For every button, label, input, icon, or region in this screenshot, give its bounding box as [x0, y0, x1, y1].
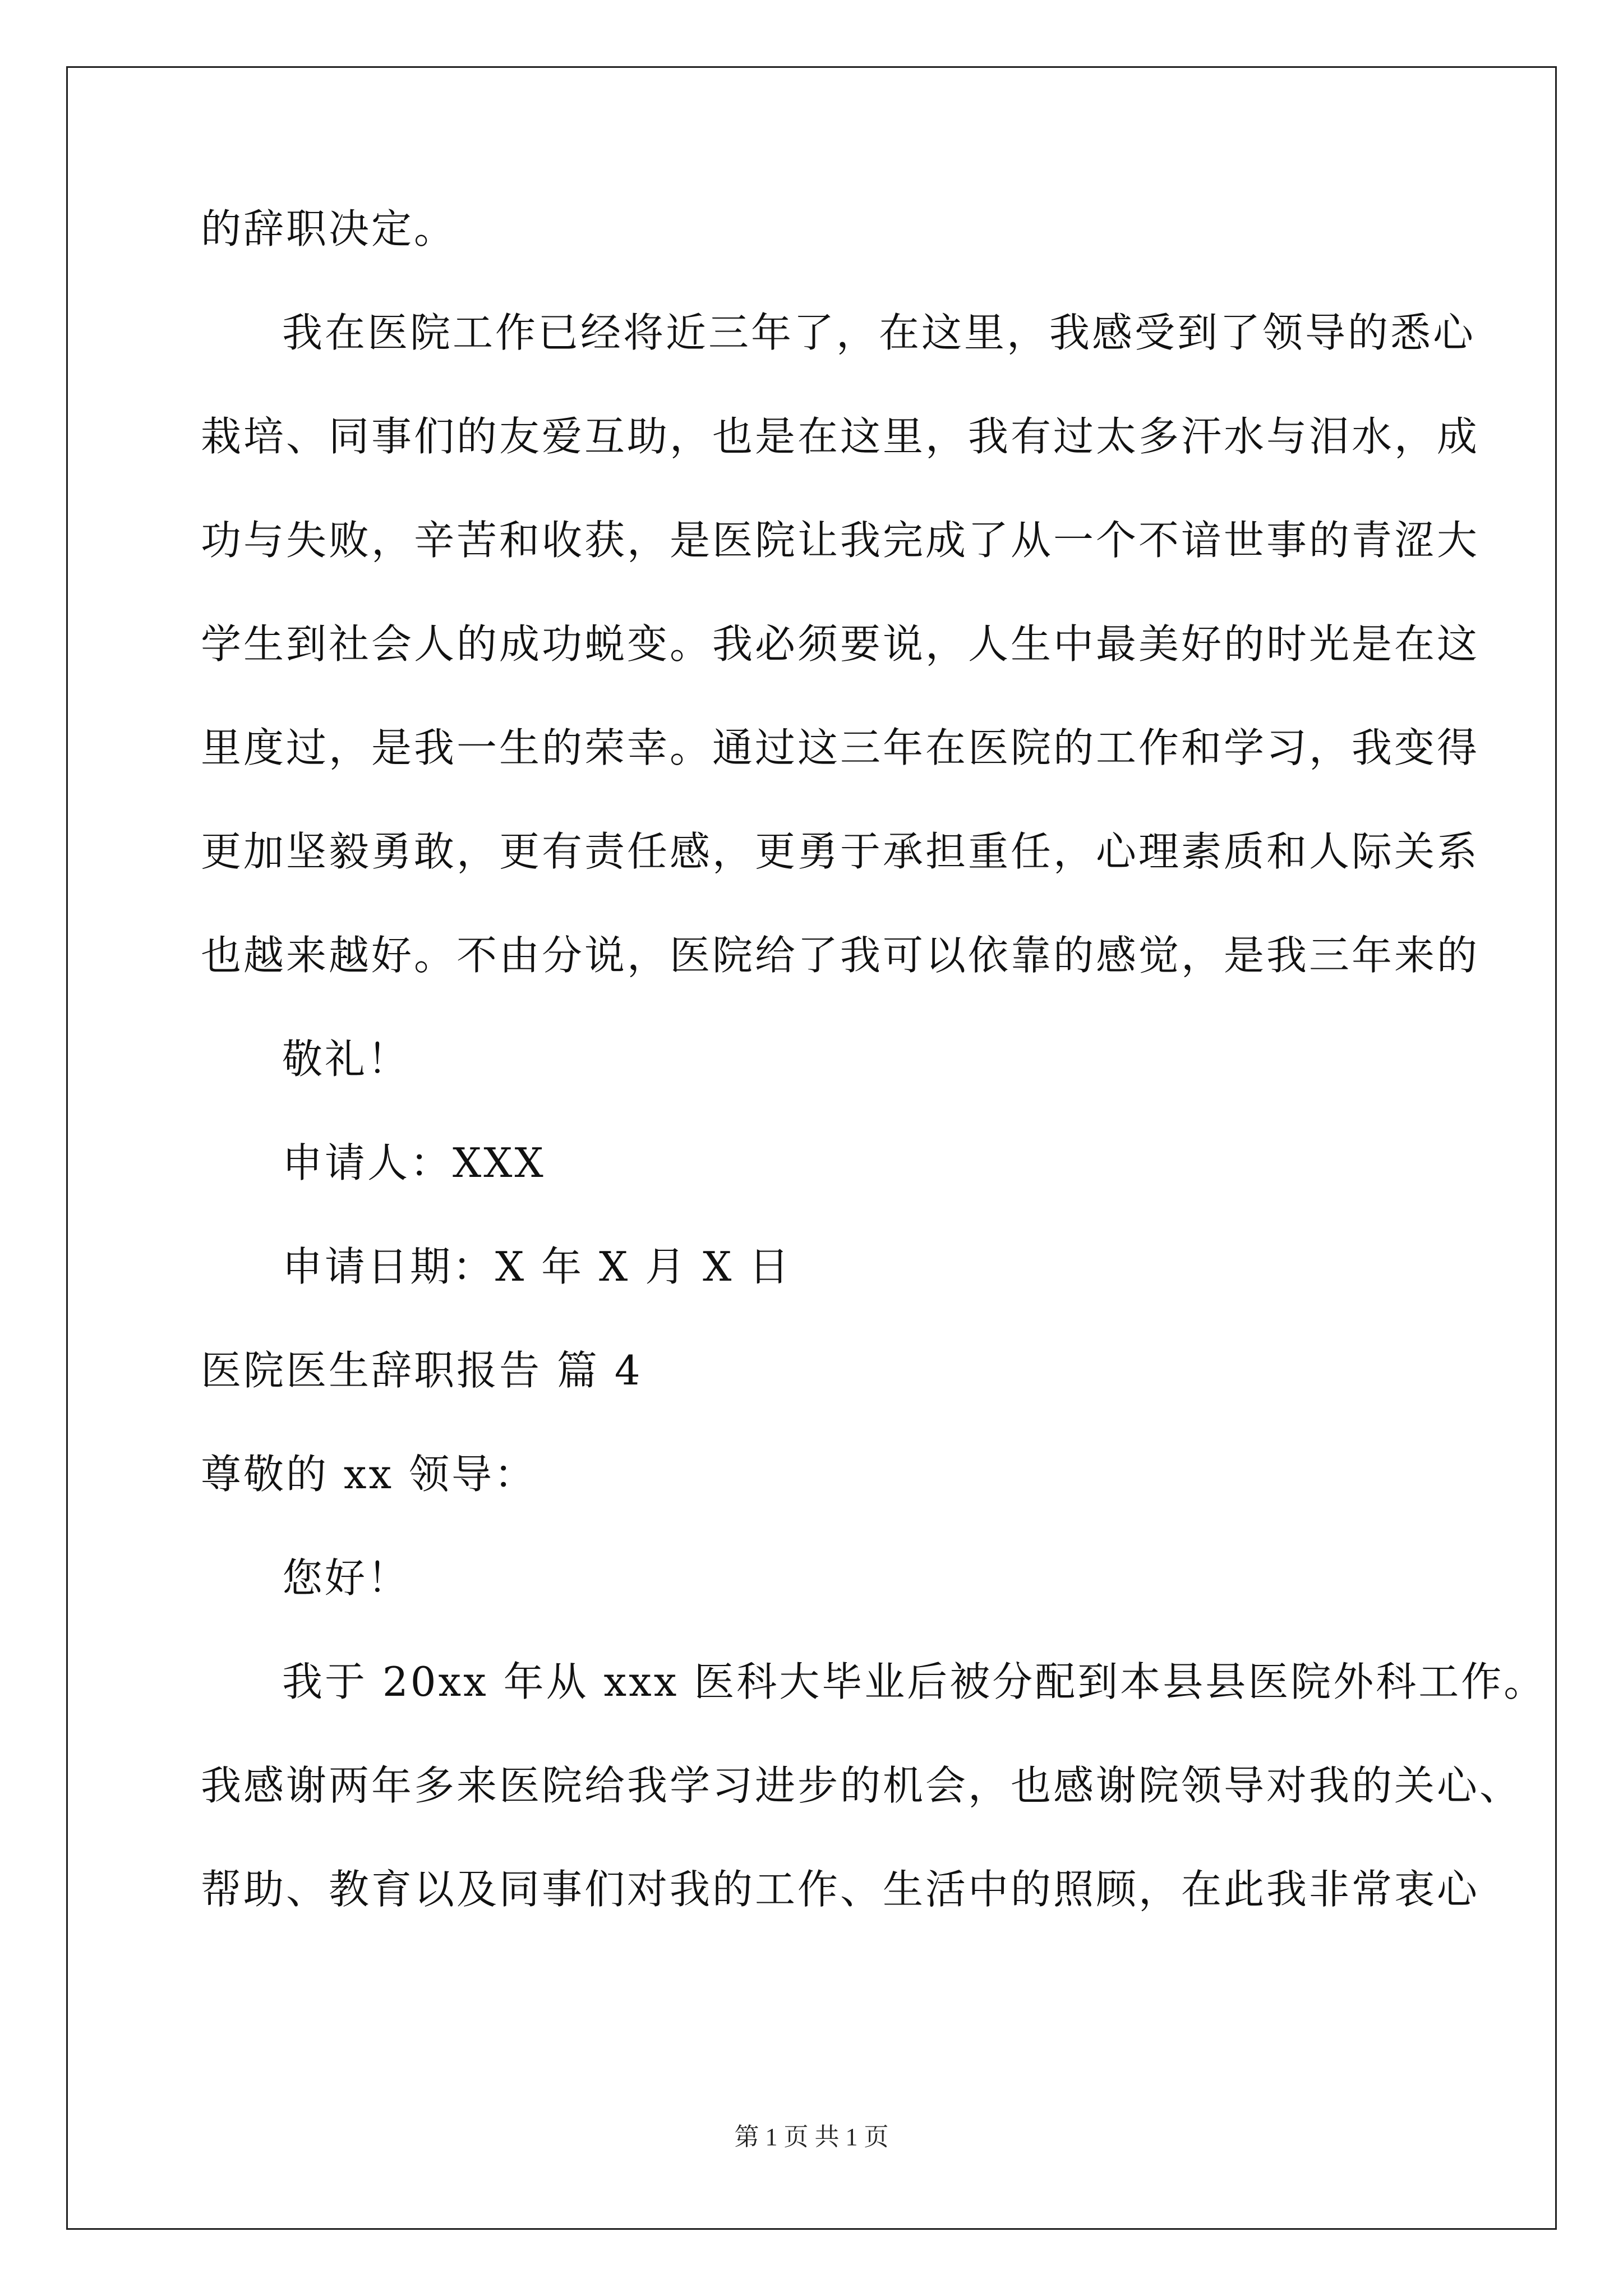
paragraph-line-5: 里度过，是我一生的荣幸。通过这三年在医院的工作和学习，我变得 [201, 724, 1480, 771]
paragraph-line-2: 栽培、同事们的友爱互助，也是在这里，我有过太多汗水与泪水，成 [201, 413, 1480, 460]
paragraph-line-6: 更加坚毅勇敢，更有责任感，更勇于承担重任，心理素质和人际关系 [201, 828, 1480, 875]
application-date-line: 申请日期：X 年 X 月 X 日 [282, 1243, 792, 1290]
paragraph-line-7: 也越来越好。不由分说，医院给了我可以依靠的感觉，是我三年来的 [201, 932, 1480, 979]
paragraph2-line-1: 我于 20xx 年从 xxx 医科大毕业后被分配到本县县医院外科工作。 [282, 1658, 1547, 1705]
text-line-1: 的辞职决定。 [201, 205, 457, 252]
closing-salute: 敬礼！ [282, 1036, 411, 1083]
paragraph-line-1: 我在医院工作已经将近三年了，在这里，我感受到了领导的悉心 [282, 309, 1476, 356]
page-number-footer: 第 1 页 共 1 页 [734, 2123, 889, 2151]
paragraph-line-3: 功与失败，辛苦和收获，是医院让我完成了从一个不谙世事的青涩大 [201, 517, 1480, 564]
applicant-line: 申请人：XXX [282, 1139, 546, 1186]
greeting: 您好！ [282, 1554, 411, 1602]
section-heading: 医院医生辞职报告 篇 4 [201, 1347, 643, 1394]
paragraph2-line-2: 我感谢两年多来医院给我学习进步的机会，也感谢院领导对我的关心、 [201, 1762, 1523, 1809]
paragraph2-line-3: 帮助、教育以及同事们对我的工作、生活中的照顾，在此我非常衷心 [201, 1866, 1480, 1913]
salutation: 尊敬的 xx 领导： [201, 1451, 537, 1498]
paragraph-line-4: 学生到社会人的成功蜕变。我必须要说，人生中最美好的时光是在这 [201, 620, 1480, 668]
